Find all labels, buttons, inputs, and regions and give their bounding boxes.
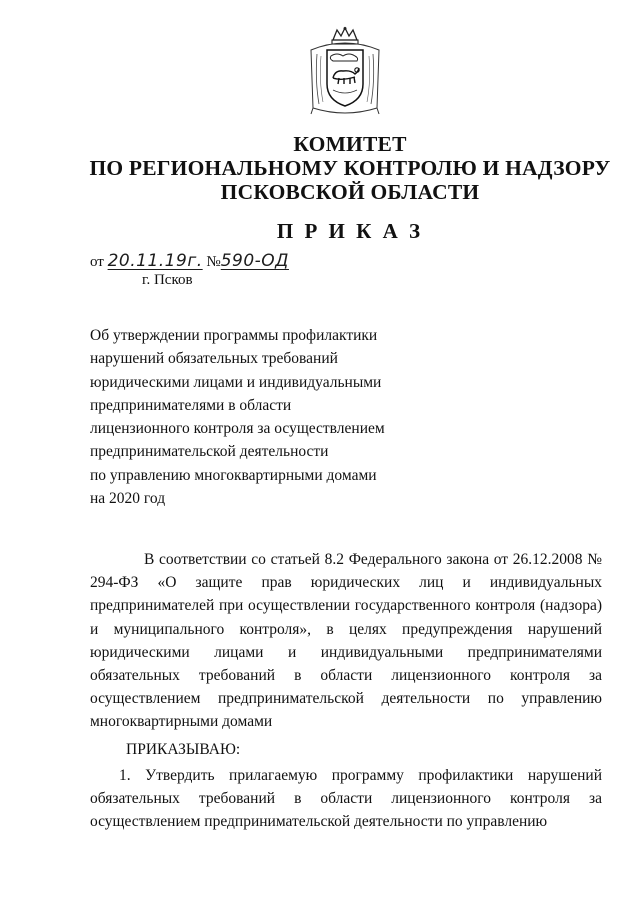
order-date-number (90, 251, 289, 271)
order-word: ПРИКАЗЫВАЮ: (126, 741, 241, 758)
committee-title-line: ПСКОВСКОЙ ОБЛАСТИ (220, 180, 480, 204)
pskov-coat-of-arms-icon (303, 26, 387, 118)
committee-title-line: ПО РЕГИОНАЛЬНОМУ КОНТРОЛЮ И НАДЗОРУ (89, 156, 611, 180)
preamble-paragraph: В соответствии со статьей 8.2 Федерального закона от 26.12.2008 № 294-ФЗ «О защите прав юридических лиц и индивидуальных предпринимателей при осуществлении государственного контроля (надзора) и муниципального контроля», в целях предупреждения нарушений юридическими лицами и индивидуальными предпринимателями обязательных требований в области лицензионного контроля за осуществлением предпринимательской деятельности по управлению многоквартирными домами (90, 551, 602, 731)
subject-line: лицензионного контроля за осуществлением (90, 420, 385, 438)
subject-line: предпринимателями в области (90, 396, 292, 414)
handwritten-date: 20.11.19г. (107, 251, 203, 271)
subject-line: на 2020 год (90, 490, 166, 508)
order-item-1: 1. Утвердить прилагаемую программу профилактики нарушений обязательных требований в области лицензионного контроля за осуществлением предпринимательской деятельности по управлению (90, 767, 602, 831)
handwritten-number: 590-ОД (220, 251, 289, 271)
document-type-title: П Р И К А З (276, 219, 424, 243)
order-subject (90, 324, 385, 510)
date-prefix: от (90, 254, 104, 270)
number-prefix: № (206, 254, 221, 270)
subject-line: Об утверждении программы профилактики (90, 327, 378, 344)
subject-line: юридическими лицами и индивидуальными (90, 373, 382, 391)
city-label: г. Псков (142, 272, 193, 288)
subject-line: предпринимательской деятельности (90, 443, 329, 461)
committee-title-line: КОМИТЕТ (293, 132, 407, 156)
subject-line: по управлению многоквартирными домами (90, 466, 377, 484)
subject-line: нарушений обязательных требований (90, 350, 338, 368)
